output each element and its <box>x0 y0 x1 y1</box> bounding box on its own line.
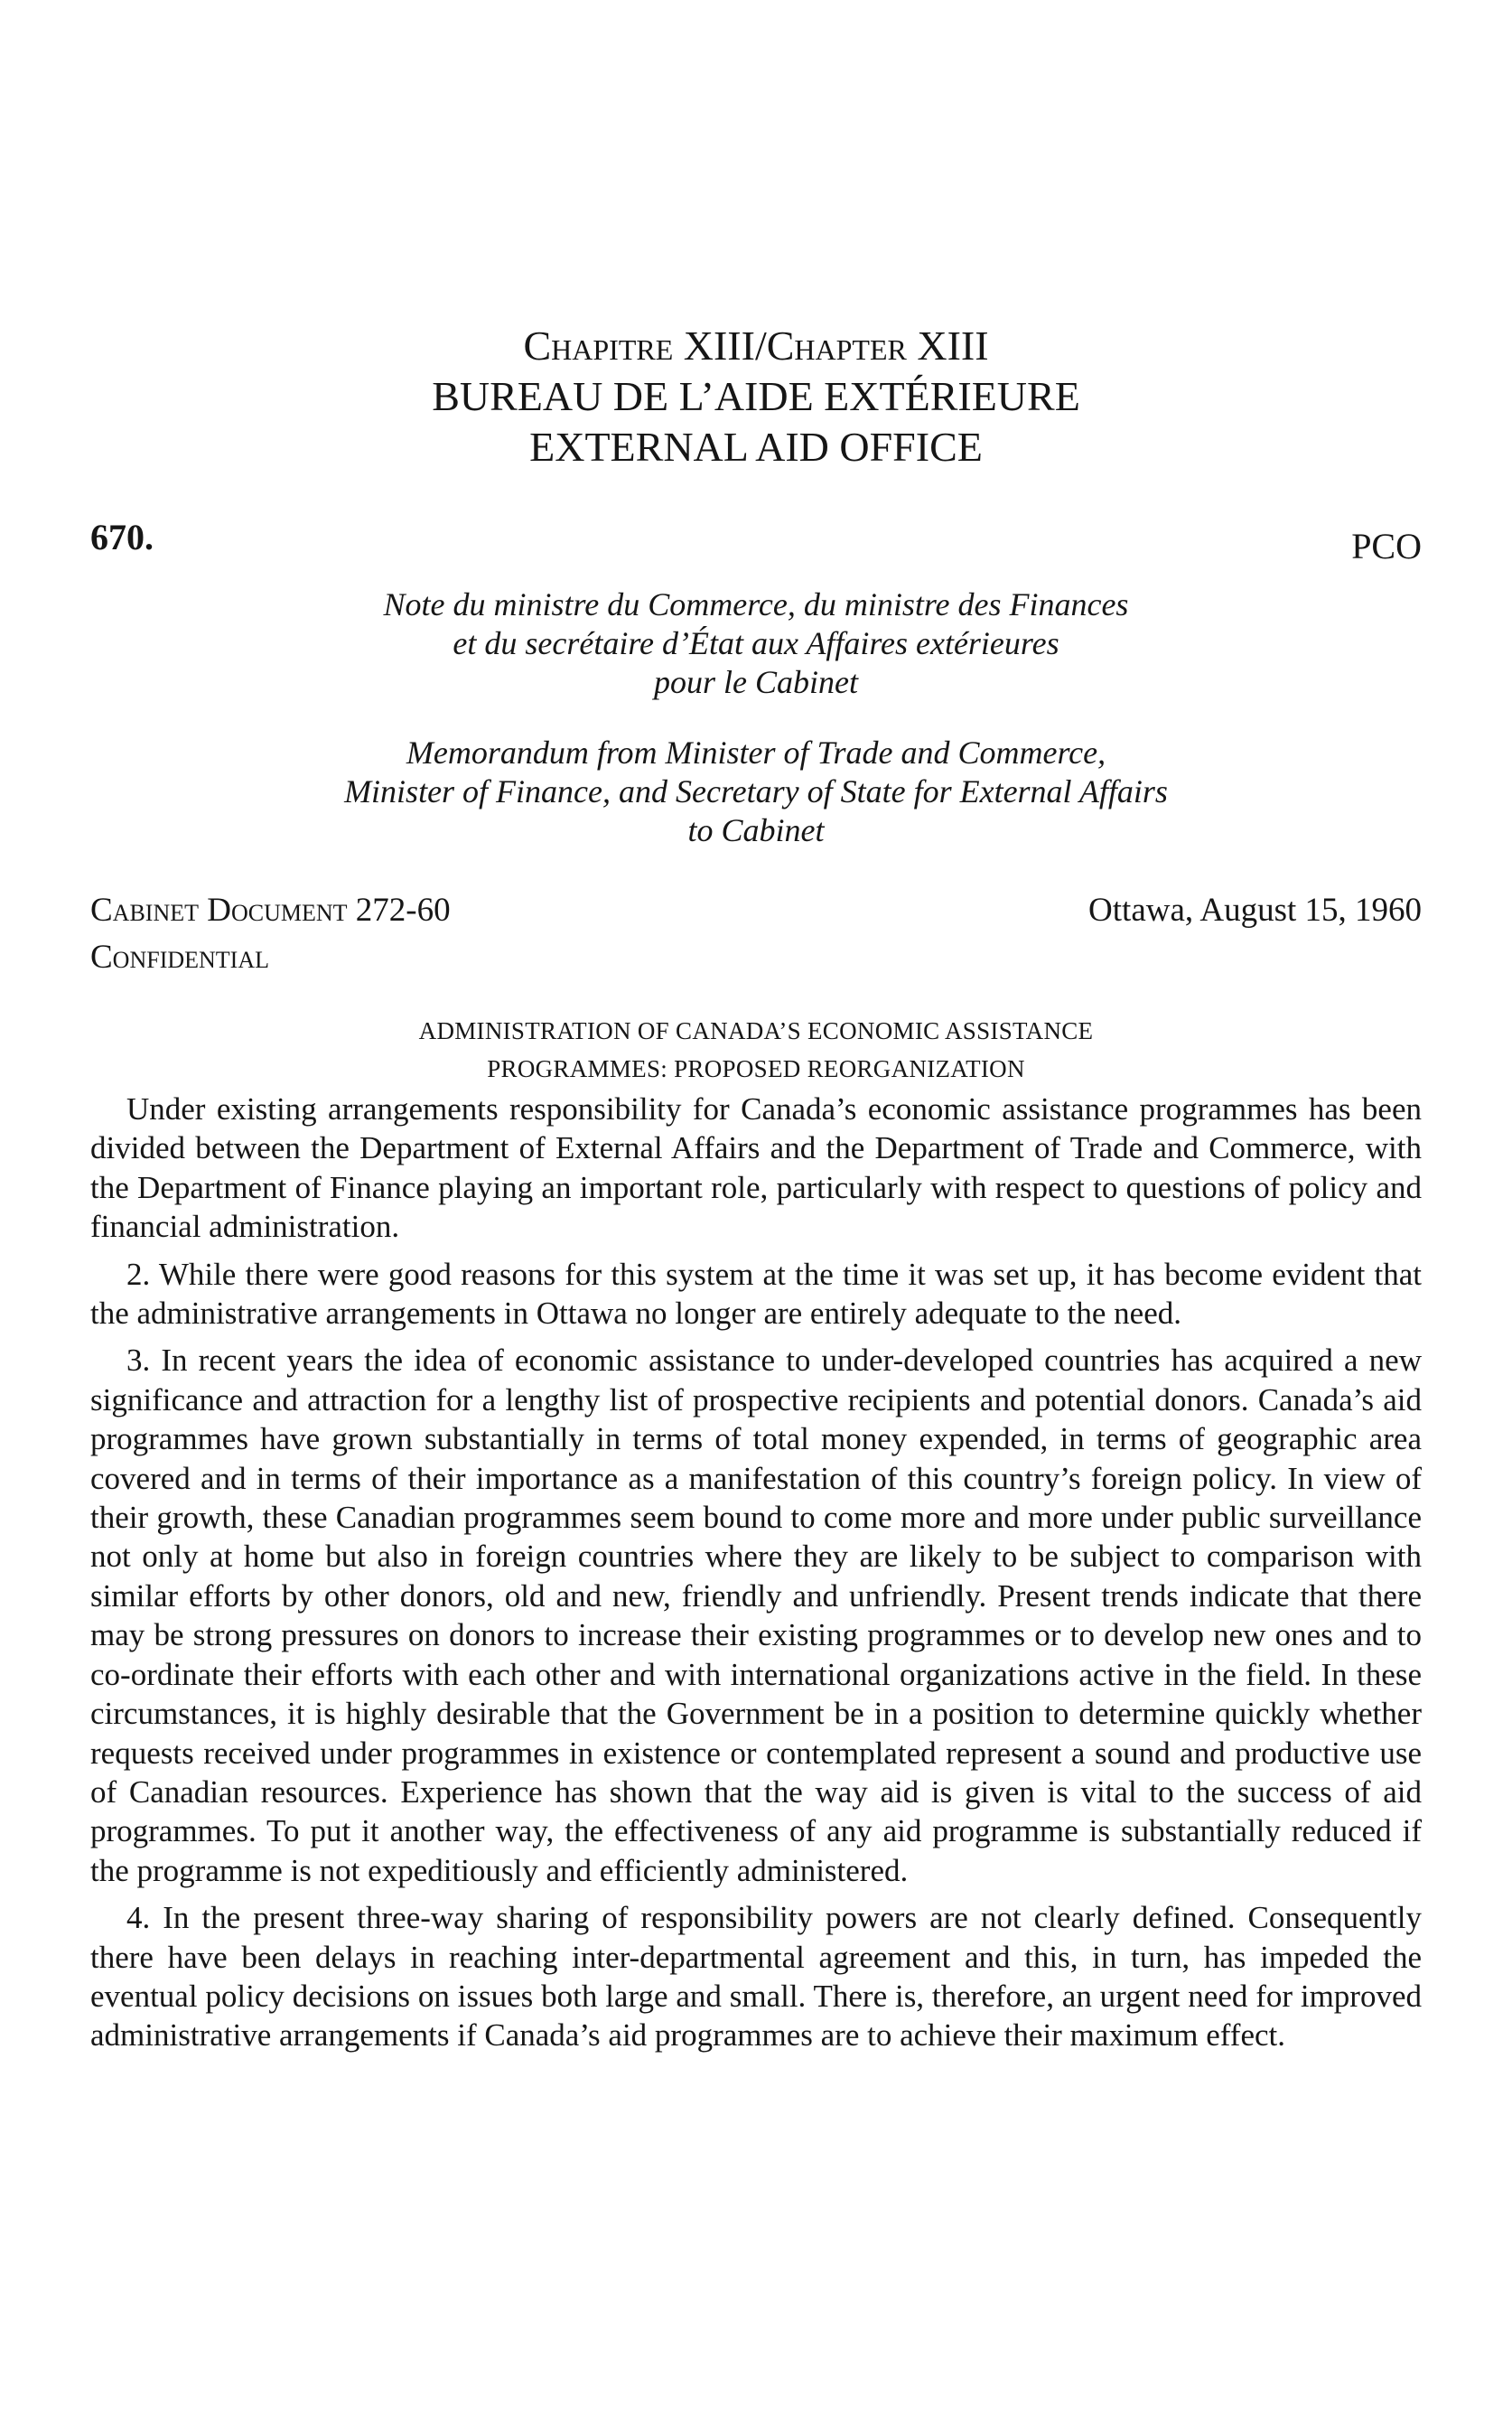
note-en-line: Memorandum from Minister of Trade and Commerce, <box>406 734 1106 771</box>
chapter-label-fr: Chapitre XIII <box>523 323 755 369</box>
chapter-separator: / <box>754 323 767 369</box>
document-source: PCO <box>1351 526 1422 566</box>
cabinet-document-number: Cabinet Document 272-60 <box>90 892 451 929</box>
classification-label: Confidential <box>90 939 269 976</box>
chapter-heading <box>90 321 1422 473</box>
chapter-label <box>90 321 1422 371</box>
chapter-title-en: EXTERNAL AID OFFICE <box>529 424 983 470</box>
subject-heading <box>90 1012 1422 1088</box>
paragraph: 2. While there were good reasons for this system at the time it was set up, it has become evident that the administrative arrangements in Ottawa no longer are entirely adequate to the need. <box>90 1256 1422 1332</box>
subject-line: ADMINISTRATION OF CANADA’S ECONOMIC ASSISTANCE <box>418 1017 1094 1044</box>
paragraph: 4. In the present three-way sharing of responsibility powers are not clearly defined. Consequently there have been delays in reaching inter-departmental agreement and this, in turn, has impeded the eventual policy decisions on issues both large and small. There is, therefore, an urgent need for improved administrative arrangements if Canada’s aid programmes are to achieve their maximum effect. <box>90 1900 1422 2054</box>
document-meta <box>90 887 451 981</box>
note-en-line: to Cabinet <box>687 812 825 848</box>
subject-line: PROGRAMMES: PROPOSED REORGANIZATION <box>487 1055 1025 1082</box>
heading-spacer <box>90 702 1422 734</box>
paragraph: 3. In recent years the idea of economic assistance to under-developed countries has acquired a new significance and attraction for a lengthy list of prospective recipients and potential donors. Canada’s aid programmes have grown substantially in terms of total money expended, in terms of geographic area covered and in terms of their importance as a manifestation of this country’s foreign policy. In view of their growth, these Canadian programmes seem bound to come more and more under public surveillance not only at home but also in foreign countries where they are likely to be subject to comparison with similar efforts by other donors, old and new, friendly and unfriendly. Present trends indicate that there may be strong pressures on donors to increase their existing programmes or to develop new ones and to co-ordinate their efforts with each other and with international organizations active in the field. In these circumstances, it is highly desirable that the Government be in a position to determine quickly whether requests received under programmes in existence or contemplated represent a sound and productive use of Canadian resources. Experience has shown that the way aid is given is vital to the success of aid programmes. To put it another way, the effectiveness of any aid programme is substantially reduced if the programme is not expeditiously and efficiently administered. <box>90 1343 1422 1888</box>
body-text <box>90 1090 1422 2063</box>
chapter-label-en: Chapter XIII <box>766 323 989 369</box>
note-en-line: Minister of Finance, and Secretary of State for External Affairs <box>344 773 1168 809</box>
paragraph: Under existing arrangements responsibility for Canada’s economic assistance programmes has been divided between the Department of External Affairs and the Department of Trade and Commerce, with the Department of Finance playing an important role, particularly with respect to questions of policy and financial administration. <box>90 1091 1422 1245</box>
note-fr-line: pour le Cabinet <box>654 664 858 700</box>
place-date: Ottawa, August 15, 1960 <box>1088 892 1422 929</box>
note-fr-line: Note du ministre du Commerce, du ministre des Finances <box>383 586 1129 622</box>
document-number: 670. <box>90 517 154 557</box>
chapter-title-fr: BUREAU DE L’AIDE EXTÉRIEURE <box>432 373 1080 419</box>
memorandum-heading <box>90 585 1422 850</box>
document-page <box>90 0 1422 2414</box>
note-fr-line: et du secrétaire d’État aux Affaires extérieures <box>453 625 1059 661</box>
